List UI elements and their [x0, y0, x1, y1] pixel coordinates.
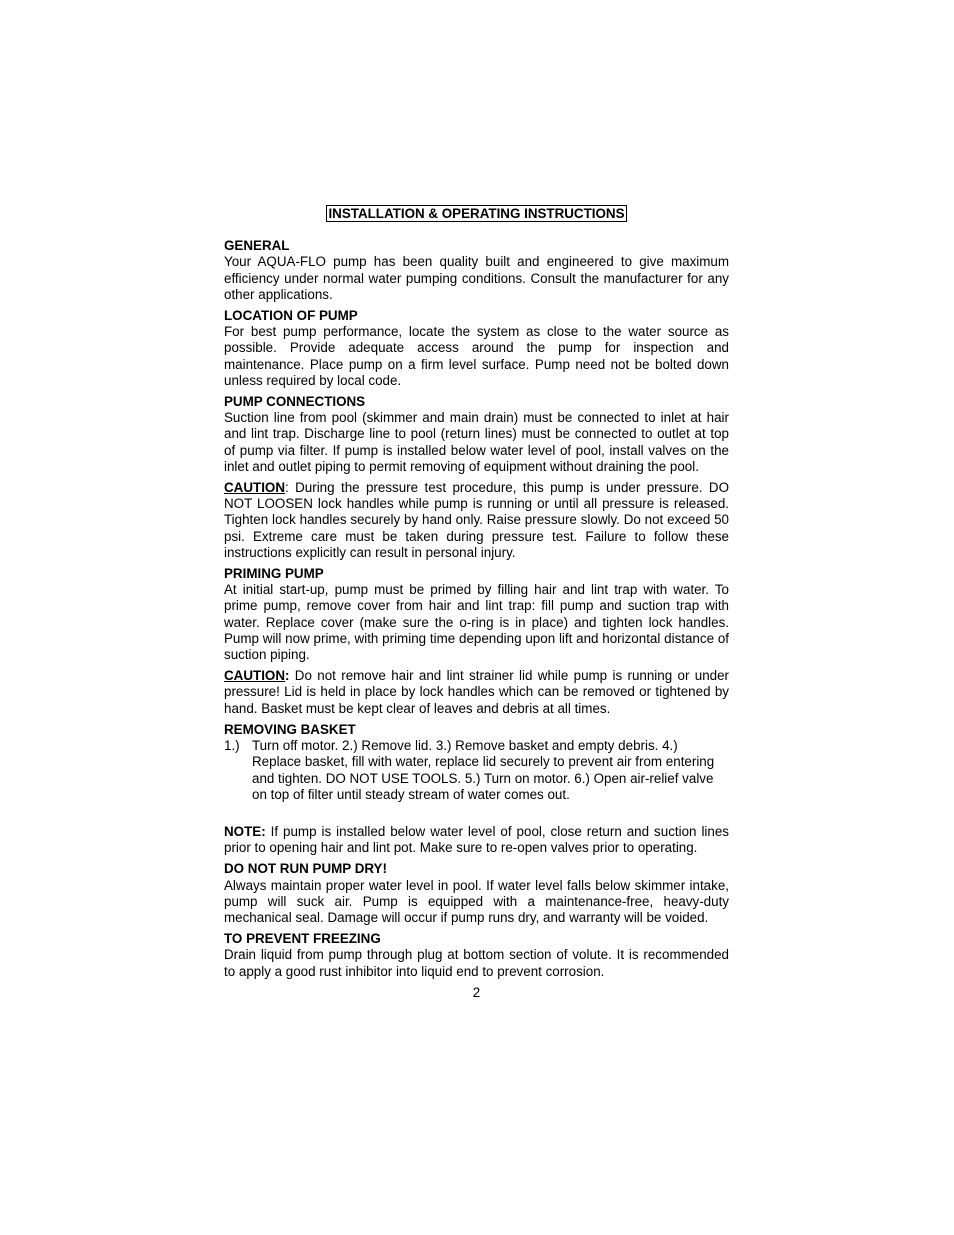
caution-colon: : [285, 480, 289, 496]
document-page [224, 205, 729, 1001]
body-general: Your AQUA-FLO pump has been quality built and engineered to give maximum efficiency under normal water pumping conditions. Consult the manufacturer for any other applications. [224, 254, 729, 302]
body-connections: Suction line from pool (skimmer and main drain) must be connected to inlet at hair and lint trap. Discharge line to pool (return lines) must be connected to outlet at top of pump via filter. If pump is installed below water level of pool, install valves on the inlet and outlet piping to permit removing of equipment without draining the pool. [224, 410, 729, 474]
body-freezing: Drain liquid from pump through plug at bottom section of volute. It is recommended to apply a good rust inhibitor into liquid end to prevent corrosion. [224, 947, 729, 979]
caution-pressure-text: During the pressure test procedure, this pump is under pressure. DO NOT LOOSEN lock handles while pump is running or until all pressure is released. Tighten lock handles securely by hand only. Raise pressure slowly. Do not exceed 50 psi. Extreme care must be taken during pressure test. Failure to follow these instructions explicitly can result in personal injury. [224, 480, 729, 560]
caution-lid-text: Do not remove hair and lint strainer lid while pump is running or under pressure! Lid is held in place by lock handles which can be removed or tightened by hand. Basket must be kept clear of leaves and debris at all times. [224, 668, 729, 716]
heading-general: GENERAL [224, 238, 290, 254]
note-label: NOTE: [224, 823, 266, 839]
section-priming [224, 566, 729, 663]
list-item [224, 738, 729, 803]
heading-location: LOCATION OF PUMP [224, 308, 358, 324]
heading-priming: PRIMING PUMP [224, 566, 324, 582]
section-location [224, 308, 729, 389]
title-box: INSTALLATION & OPERATING INSTRUCTIONS [328, 206, 625, 221]
section-caution-lid [224, 668, 729, 717]
section-freezing [224, 931, 729, 980]
caution-lid-paragraph [224, 668, 729, 717]
heading-connections: PUMP CONNECTIONS [224, 394, 366, 410]
heading-run-dry: DO NOT RUN PUMP DRY! [224, 861, 387, 877]
document-title [224, 205, 729, 222]
caution-label: CAUTION [224, 668, 285, 684]
section-run-dry [224, 861, 729, 926]
note-paragraph [224, 824, 729, 856]
caution-pressure-paragraph [224, 480, 729, 561]
list-item-text: Turn off motor. 2.) Remove lid. 3.) Remove basket and empty debris. 4.) Replace basket, fill with water, replace lid securely to prevent air from entering and tighten. DO NOT USE TOOLS. 5.) Turn on motor. 6.) Open air-relief valve on top of filter until steady stream of water comes out. [252, 738, 715, 802]
heading-removing-basket: REMOVING BASKET [224, 721, 356, 737]
caution-colon: : [285, 668, 290, 684]
spacer [224, 808, 729, 824]
caution-label: CAUTION [224, 480, 285, 496]
section-removing-basket [224, 722, 729, 803]
section-connections [224, 394, 729, 475]
body-priming: At initial start-up, pump must be primed by filling hair and lint trap with water. To prime pump, remove cover from hair and lint trap: fill pump and suction trap with water. Replace cover (make sure the o-ring is in place) and tighten lock handles. Pump will now prime, with priming time depending upon lift and horizontal distance of suction piping. [224, 582, 729, 663]
note-text: If pump is installed below water level of pool, close return and suction lines prior to opening hair and lint pot. Make sure to re-open valves prior to operating. [224, 823, 729, 856]
removing-basket-list [224, 738, 729, 803]
heading-freezing: TO PREVENT FREEZING [224, 931, 381, 947]
section-caution-pressure [224, 480, 729, 561]
section-general [224, 238, 729, 303]
section-note [224, 824, 729, 856]
page-number: 2 [472, 984, 481, 1000]
body-location: For best pump performance, locate the system as close to the water source as possible. Provide adequate access around the pump for inspection and maintenance. Place pump on a firm level surface. Pump need not be bolted down unless required by local code. [224, 324, 729, 388]
list-item-number: 1.) [224, 738, 240, 754]
body-run-dry: Always maintain proper water level in pool. If water level falls below skimmer intake, pump will suck air. Pump is equipped with a maintenance-free, heavy-duty mechanical seal. Damage will occur if pump runs dry, and warranty will be voided. [224, 877, 729, 925]
